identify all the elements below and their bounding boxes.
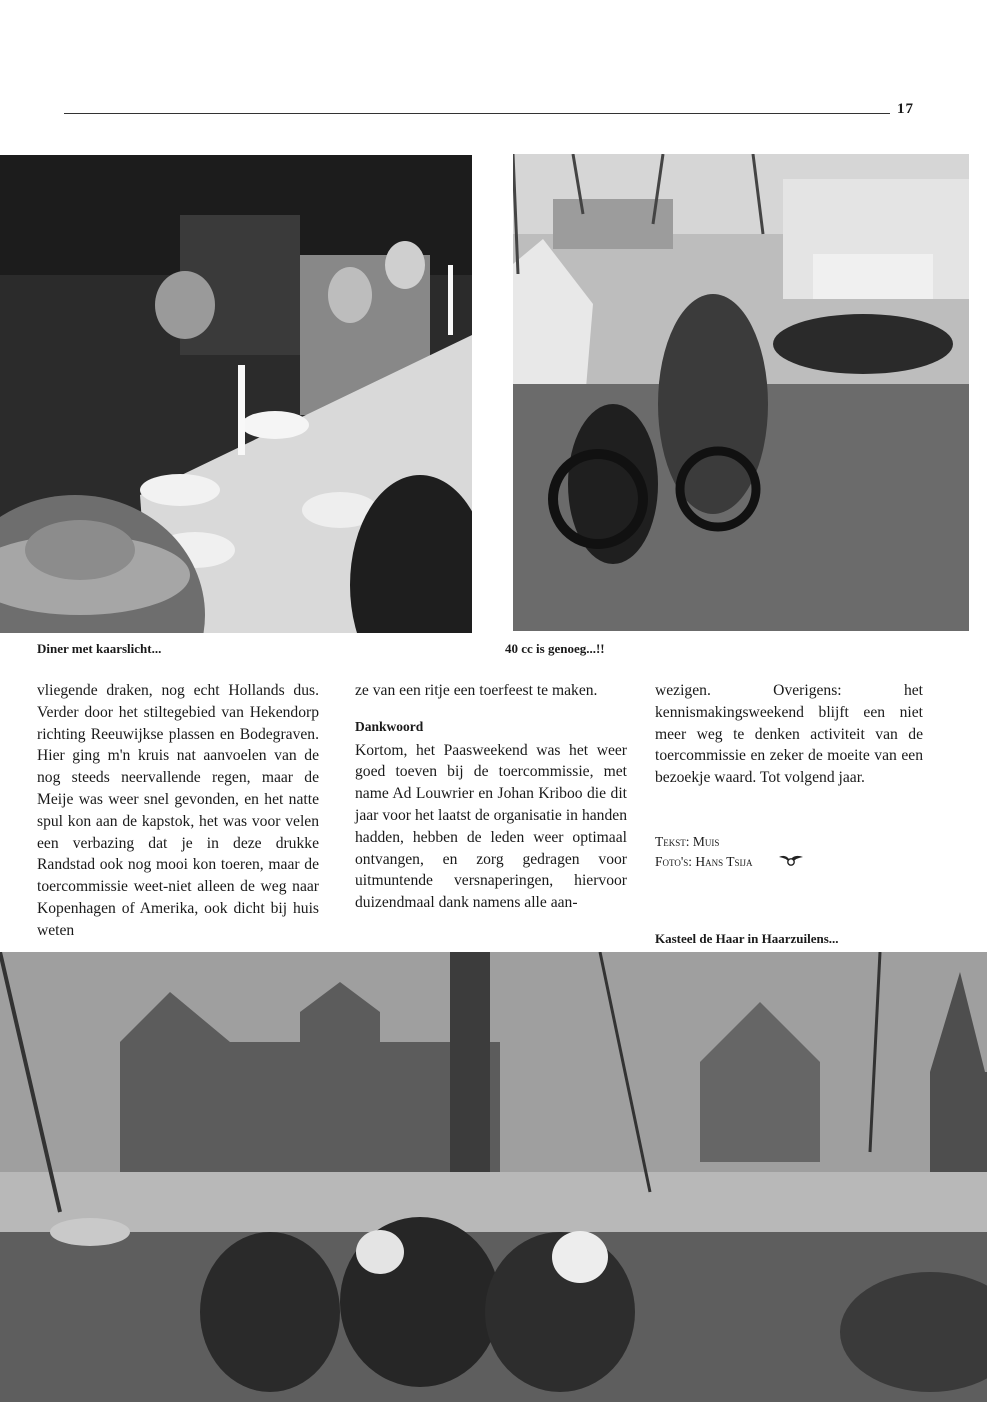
column-3 bbox=[655, 680, 923, 873]
dinner-caption: Diner met kaarslicht... bbox=[37, 641, 162, 656]
moped-photo bbox=[513, 154, 969, 631]
moped-caption: 40 cc is genoeg...!! bbox=[505, 641, 605, 656]
castle-photo bbox=[0, 952, 987, 1402]
text-credit-label: Tekst: bbox=[655, 833, 690, 849]
column-2 bbox=[355, 680, 627, 914]
text-credit-name: Muis bbox=[692, 833, 720, 849]
column-2-intro: ze van een ritje een toerfeest te maken. bbox=[355, 682, 598, 699]
winged-wheel-icon bbox=[778, 853, 804, 873]
text-credit bbox=[655, 832, 923, 852]
column-1-text: vliegende draken, nog echt Hollands dus. Verder door het stiltegebied van Hekendorp richting Reeuwijkse plassen en Bodegraven. Hier ging m'n kruis nat aanvoelen van de nog steeds neervallende regen, maar de Meije was weer snel gevonden, en het natte spul kon aan de kapstok, het was voor velen een verbazing dat je in deze drukke Randstad ook nog mooi kon toeren, maar de toercommissie weet-niet alleen de weg naar Kopenhagen of Amerika, ook dicht bij huis weten bbox=[37, 682, 319, 939]
column-2-text: Kortom, het Paasweekend was het weer goed toeven bij de toercommissie, met name Ad Louwrier en Johan Kriboo die dit jaar voor het laatst de organisatie in handen hadden, hebben de leden weer optimaal ontvangen, en zorg gedragen voor uitmuntende versnaperingen, hiervoor duizendmaal dank namens alle aan- bbox=[355, 741, 627, 912]
page-number: 17 bbox=[897, 101, 914, 117]
photo-credit bbox=[655, 852, 923, 873]
column-3-text: wezigen. Overigens: het kennismakingsweekend blijft een niet meer weg te denken activiteit van de toercommissie en zeker de moeite van een bezoekje waard. Tot volgend jaar. bbox=[655, 682, 923, 787]
credits bbox=[655, 832, 923, 873]
dinner-photo bbox=[0, 155, 472, 633]
header-rule bbox=[64, 113, 890, 114]
column-1 bbox=[37, 680, 319, 942]
section-heading: Dankwoord bbox=[355, 718, 424, 734]
photo-credit-label: Foto's: bbox=[655, 853, 693, 869]
photo-credit-name: Hans Tsija bbox=[695, 853, 753, 869]
castle-caption: Kasteel de Haar in Haarzuilens... bbox=[655, 931, 839, 946]
